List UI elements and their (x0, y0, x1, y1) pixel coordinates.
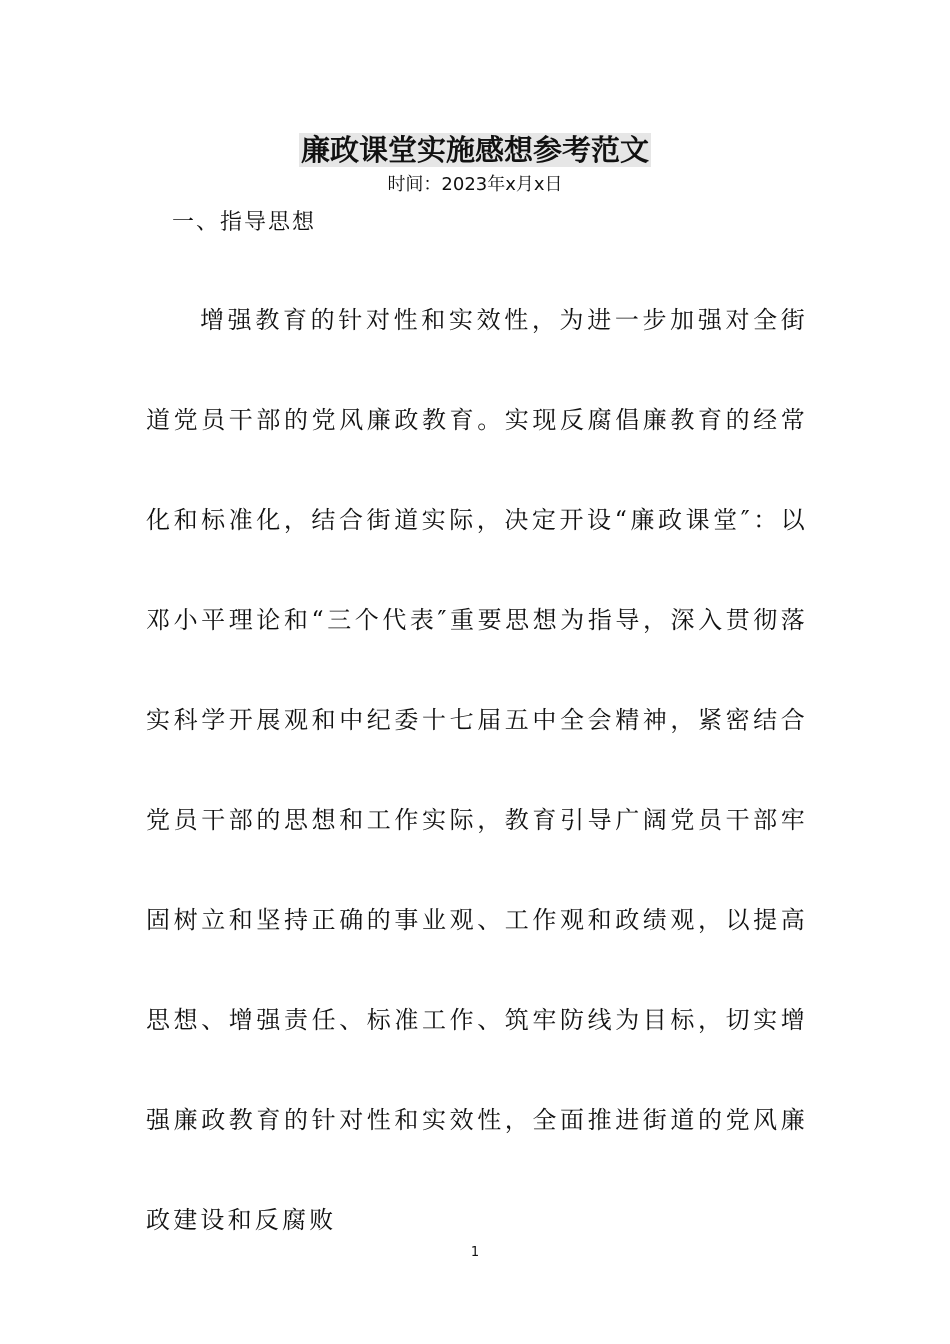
document-title-text: 廉政课堂实施感想参考范文 (300, 133, 649, 167)
date-line: 时间：2023年x月x日 (387, 174, 563, 195)
document-title (0, 130, 950, 170)
page-number: 1 (470, 1245, 480, 1260)
section-heading: 一、指导思想 (172, 210, 317, 235)
body-paragraph: 增强教育的针对性和实效性，为进一步加强对全街道党员干部的党风廉政教育。实现反腐倡廉教育的经常化和标准化，结合街道实际，决定开设“廉政课堂″：以邓小平理论和“三个代表″重要思想为指导，深入贯彻落实科学开展观和中纪委十七届五中全会精神，紧密结合党员干部的思想和工作实际，教育引导广阔党员干部牢固树立和坚持正确的事业观、工作观和政绩观，以提高思想、增强责任、标准工作、筑牢防线为目标，切实增强廉政教育的针对性和实效性，全面推进街道的党风廉政建设和反腐败 (146, 306, 808, 1234)
